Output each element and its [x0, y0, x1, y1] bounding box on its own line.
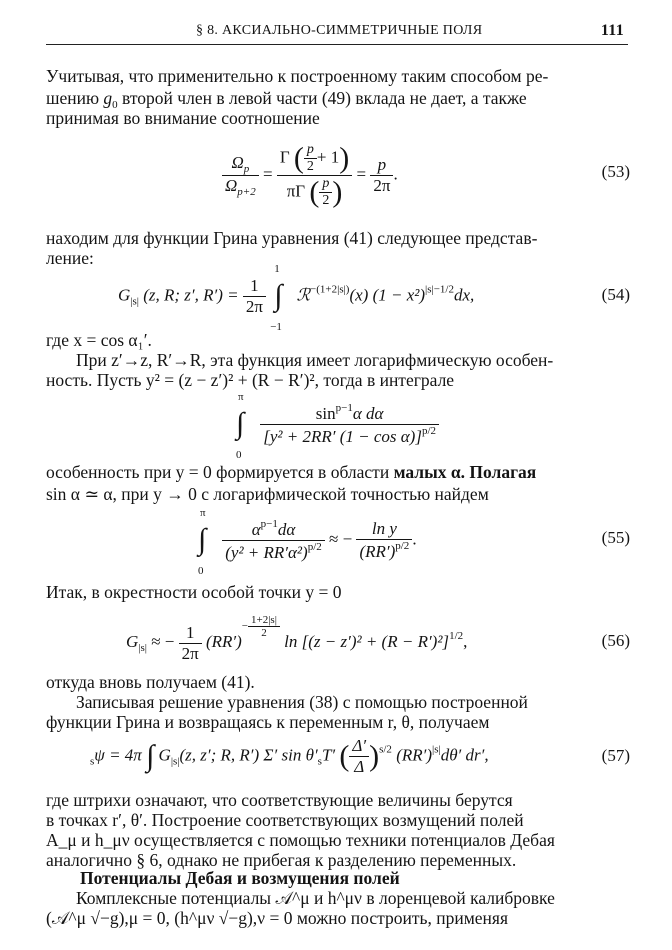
equation-56: $G_{|s|}$ ≈ − $\frac{1}{2\pi}$ (RR′)− $\frac{1+2|s|}{2}$ $\ln [(z - z')^2 + (R - R')^2]^{1/2}$,: [126, 614, 468, 663]
p1-line2: шению $g_0$ второй член в левой части (49) вклада не дает, а также: [46, 88, 527, 111]
eq53-gamma-fraction: Γ ( $\frac{p}{2}$ + 1) πΓ ( $\frac{p}{2}$ ): [277, 142, 352, 209]
eq53-number: (53): [601, 162, 630, 181]
eq56-number: (56): [601, 631, 630, 650]
equation-53: $\frac{\Omega_p}{\Omega_{p+2}}$ = Γ ( $\frac{p}{2}$ + 1) πΓ ( $\frac{p}{2}$ ) = $\frac{p}{2\pi}$ .: [222, 142, 398, 209]
p9-line2: в точках r′, θ′. Построение соответствующих возмущений полей: [46, 810, 524, 830]
integral-sign: π ∫ 0: [198, 506, 207, 577]
p9-line4: аналогично § 6, однако не прибегая к разделению переменных.: [46, 850, 517, 870]
section-heading: Потенциалы Дебая и возмущения полей: [80, 868, 400, 888]
p5-line2: sin α ≃ α, при y → 0 с логарифмической точностью найдем: [46, 484, 489, 504]
p8-line2: функции Грина и возвращаясь к переменным r, θ, получаем: [46, 712, 490, 732]
p10-line1: Комплексные потенциалы 𝒜^μ и h^μν в лоренцевой калибровке: [76, 888, 555, 908]
equation-57: $_s$ψ = 4π ∫ $G_{|s|}(z$, z′; R, R′) Σ′ $\sin \theta'_sT'$ ( $\frac{\Delta'}{\Delta}$ )$^{s/2}$ $(RR')^{|s|}d\theta'$ dr′,: [90, 736, 489, 776]
integral-expression: π ∫ 0 $\frac{\sin^{p-1}\alpha d\alpha}{[y^2 + 2RR' (1 - \cos \alpha)]^{p/2}}$: [234, 402, 439, 447]
eq57-number: (57): [601, 746, 630, 765]
p2-line2: ление:: [46, 248, 94, 268]
eq55-number: (55): [601, 528, 630, 547]
p9-line1: где штрихи означают, что соответствующие величины берутся: [46, 790, 513, 810]
eq53-rhs-fraction: $\frac{p}{2\pi}$: [370, 155, 393, 196]
integral-sign: π ∫ 0: [236, 390, 245, 461]
equation-55: π ∫ 0 $\frac{\alpha^{p-1}d\alpha}{(y^2 + RR'\alpha^2)^{p/2}}$ ≈ − $\frac{\text{ln y}}{(RR')^{p/2}}$ .: [198, 506, 417, 577]
p4-line1: При z′→z, R′→R, эта функция имеет логарифмическую особен-: [76, 350, 554, 370]
running-header: [46, 22, 628, 45]
p2-line1: находим для функции Грина уравнения (41) следующее представ-: [46, 228, 538, 248]
eq53-lhs-fraction: $\frac{\Omega_p}{\Omega_{p+2}}$: [222, 153, 259, 198]
p9-line3: A_μ и h_μν осуществляется с помощью техники потенциалов Дебая: [46, 830, 555, 850]
integral-sign: 1 ∫ −1: [270, 262, 283, 333]
p4-line2: ность. Пусть y² = (z − z′)² + (R − R′)², тогда в интеграле: [46, 370, 455, 390]
p6-line1: Итак, в окрестности особой точки y = 0: [46, 582, 342, 602]
p5-line1: особенность при y = 0 формируется в области малых α. Полагая: [46, 462, 537, 482]
p10-line2: (𝒜^μ √−g),μ = 0, (h^μν √−g),ν = 0 можно построить, применяя: [46, 908, 509, 928]
eq54-number: (54): [601, 285, 630, 304]
p8-line1: Записывая решение уравнения (38) с помощью построенной: [76, 692, 528, 712]
p7-line1: откуда вновь получаем (41).: [46, 672, 255, 692]
equation-54: $G_{|s|}$ (z, R; z′, R′) = $\frac{1}{2\pi}$ 1 ∫ −1 ℛ$^{-(1+2|s|)}$(x) $(1 - x^2)^{|s|-1/2}dx$,: [118, 262, 475, 333]
p1-line3: принимая во внимание соотношение: [46, 108, 320, 128]
page-number: 111: [600, 22, 624, 39]
p1-line1: Учитывая, что применительно к построенному таким способом ре-: [46, 66, 549, 86]
p3-line1: где x = cos α₁′.: [46, 330, 152, 350]
header-title: § 8. АКСИАЛЬНО-СИММЕТРИЧНЫЕ ПОЛЯ: [196, 23, 483, 38]
